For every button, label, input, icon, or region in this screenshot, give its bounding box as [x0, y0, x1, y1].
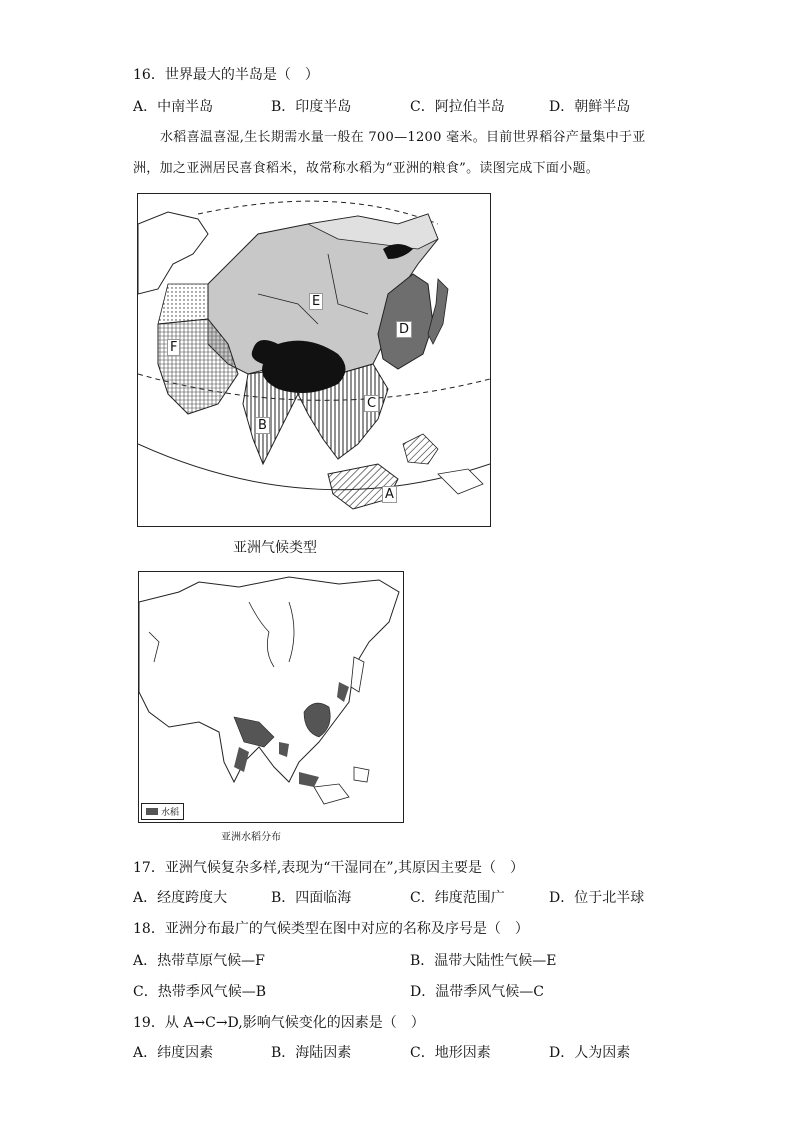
- q18-option-c[interactable]: C．热带季风气候—B: [133, 984, 266, 1000]
- q17-option-c[interactable]: C．纬度范围广: [410, 890, 505, 906]
- q16-option-d[interactable]: D．朝鲜半岛: [549, 99, 631, 115]
- asia-climate-map-drawing: [138, 194, 490, 526]
- q17-option-a[interactable]: A．经度跨度大: [133, 890, 228, 906]
- intro-line-1: 水稻喜温喜湿,生长期需水量一般在 700—1200 毫米。目前世界稻谷产量集中于亚: [160, 130, 646, 145]
- q18-option-b[interactable]: B．温带大陆性气候—E: [410, 953, 557, 969]
- asia-rice-map-drawing: [139, 572, 403, 822]
- q16-option-b[interactable]: B．印度半岛: [271, 99, 352, 115]
- region-label-b: B: [255, 417, 270, 434]
- region-label-a: A: [382, 486, 397, 503]
- region-label-d: D: [396, 321, 412, 338]
- q19-option-a[interactable]: A．纬度因素: [133, 1045, 214, 1061]
- q16-option-c[interactable]: C．阿拉伯半岛: [410, 99, 505, 115]
- q17-option-d[interactable]: D．位于北半球: [549, 890, 645, 906]
- region-label-f: F: [167, 339, 180, 356]
- rice-map-caption: 亚洲水稻分布: [221, 832, 281, 843]
- climate-map-caption: 亚洲气候类型: [233, 540, 317, 556]
- asia-rice-map: [138, 571, 404, 823]
- q19-option-c[interactable]: C．地形因素: [410, 1045, 491, 1061]
- rice-legend-label: 水稻: [161, 808, 180, 818]
- region-label-e: E: [309, 293, 323, 310]
- q18-option-d[interactable]: D．温带季风气候—C: [410, 984, 544, 1000]
- rice-swatch-icon: [146, 808, 158, 815]
- rice-legend: [141, 803, 184, 820]
- q19-stem: 19．从 A→C→D,影响气候变化的因素是（ ）: [133, 1015, 425, 1031]
- intro-line-2: 洲，加之亚洲居民喜食稻米，故常称水稻为“亚洲的粮食”。读图完成下面小题。: [133, 161, 600, 176]
- q16-option-a[interactable]: A．中南半岛: [133, 99, 214, 115]
- q17-stem: 17．亚洲气候复杂多样,表现为“干湿同在”,其原因主要是（ ）: [133, 860, 525, 876]
- q19-option-b[interactable]: B．海陆因素: [271, 1045, 352, 1061]
- asia-climate-map: [137, 193, 491, 527]
- q17-option-b[interactable]: B．四面临海: [271, 890, 352, 906]
- q18-stem: 18．亚洲分布最广的气候类型在图中对应的名称及序号是（ ）: [133, 921, 529, 937]
- region-label-c: C: [364, 395, 379, 412]
- q18-option-a[interactable]: A．热带草原气候—F: [133, 953, 265, 969]
- q16-stem: 16．世界最大的半岛是（ ）: [133, 67, 319, 83]
- q19-option-d[interactable]: D．人为因素: [549, 1045, 631, 1061]
